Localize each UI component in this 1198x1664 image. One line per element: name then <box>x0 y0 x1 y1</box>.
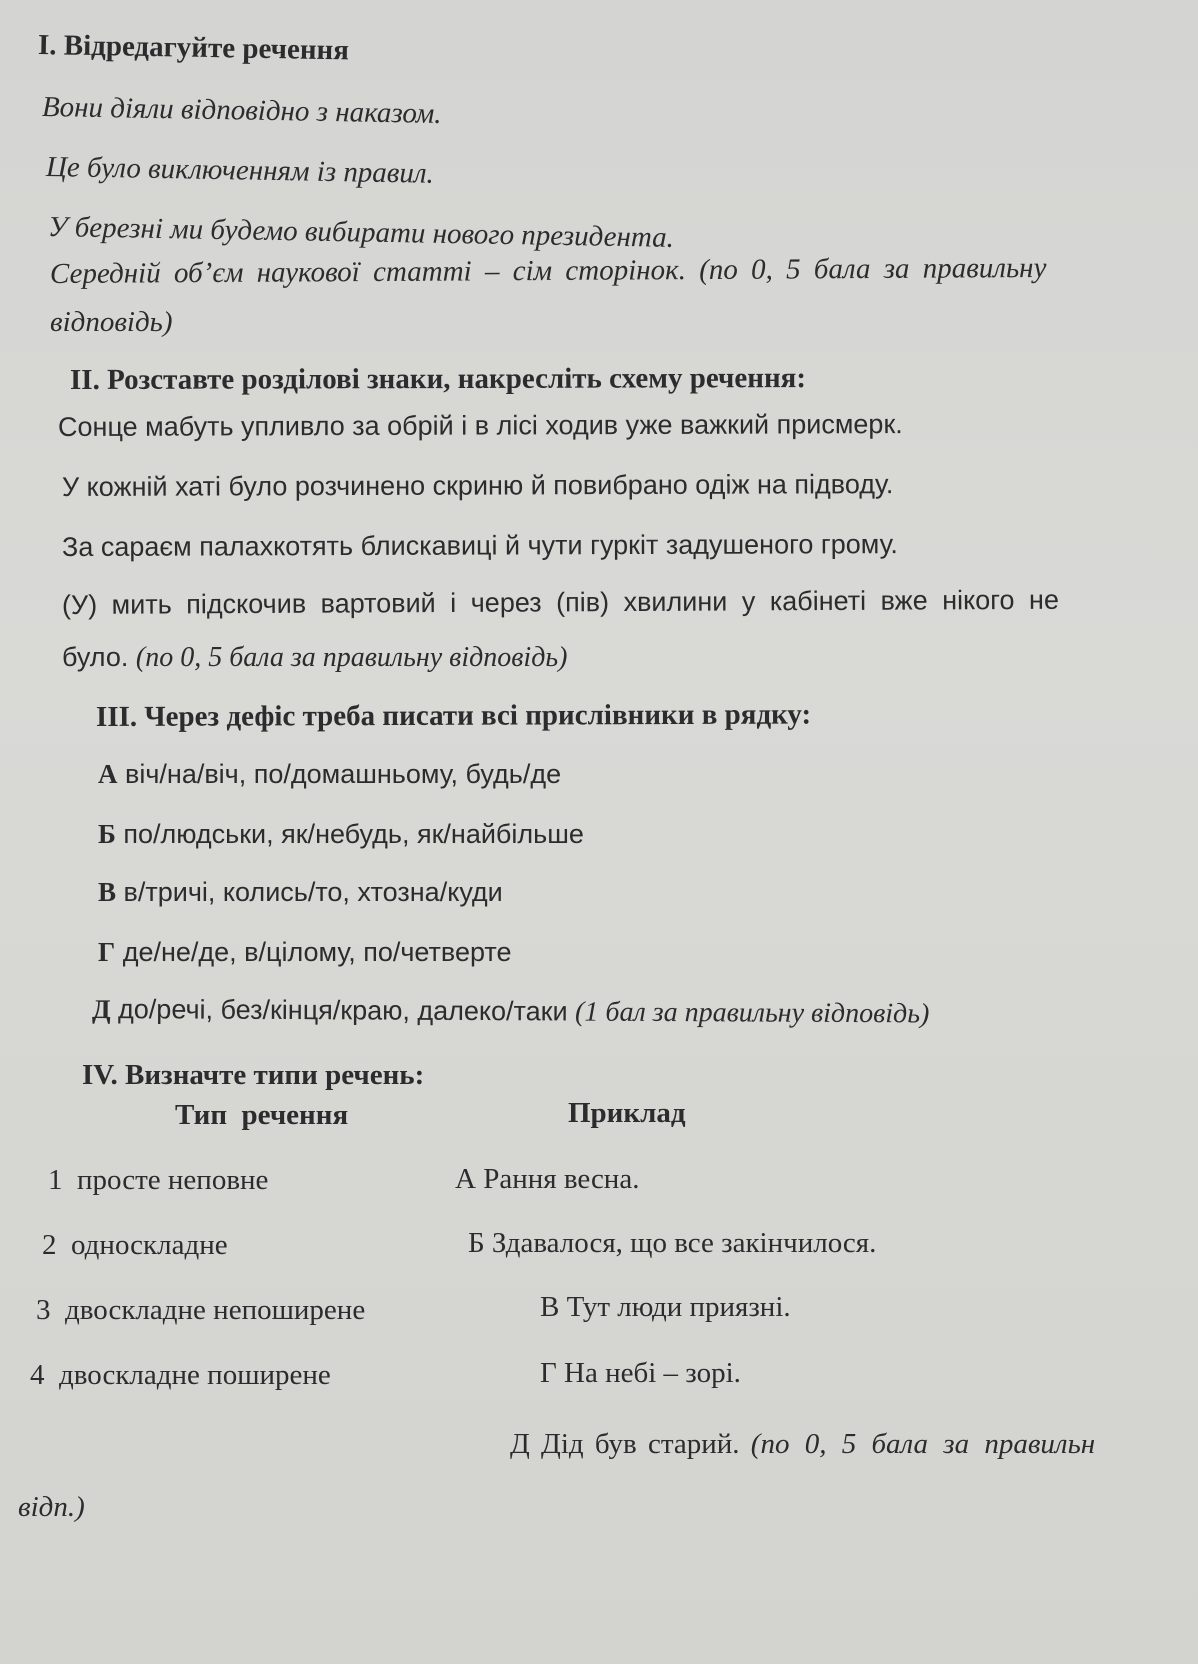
section4-score: (по 0, 5 бала за правильн <box>750 1428 1096 1460</box>
section4-col-type: Тип речення <box>175 1099 349 1131</box>
section1-sentence-3: У березні ми будемо вибирати нового президента. <box>47 211 675 254</box>
section4-score-end: відп.) <box>18 1491 85 1523</box>
section2-sentence-4: (У) мить підскочив вартовий і через (пів) хвилини у кабінеті вже нікого не <box>61 584 1060 620</box>
section1-sentence-1: Вони діяли відповідно з наказом. <box>41 91 442 130</box>
section4-example-d-text: Д Дід був старий. <box>510 1428 740 1460</box>
section3-option-a <box>98 757 561 791</box>
option-text: по/людськи, як/небудь, як/найбільше <box>115 819 584 849</box>
option-letter: Г <box>98 937 116 967</box>
section2-last-line <box>62 640 567 675</box>
option-letter: Д <box>91 994 111 1025</box>
option-letter: В <box>98 877 117 907</box>
section2-score: (по 0, 5 бала за правильну відповідь) <box>135 642 568 673</box>
section4-example-a: А Рання весна. <box>455 1163 640 1195</box>
section2-last-text: було. <box>62 642 129 672</box>
section1-score: відповідь) <box>50 306 173 338</box>
section4-type-2: 2 односкладне <box>42 1229 228 1261</box>
option-text: віч/на/віч, по/домашньому, будь/де <box>117 759 562 789</box>
section3-option-d <box>92 992 929 1031</box>
section2-sentence-3: За сараєм палахкотять блискавиці й чути гуркіт задушеного грому. <box>61 529 898 562</box>
section2-sentence-2: У кожній хаті було розчинено скриню й повибрано одіж на підводу. <box>61 469 894 502</box>
section3-score: (1 бал за правильну відповідь) <box>575 996 930 1030</box>
section4-type-1: 1 просте неповне <box>48 1164 269 1196</box>
option-letter: А <box>98 759 118 789</box>
section4-col-example: Приклад <box>568 1097 686 1129</box>
option-letter: Б <box>98 819 116 849</box>
section1-sentence-2: Це було виключенням із правил. <box>45 151 435 190</box>
section4-type-3: 3 двоскладне непоширене <box>36 1294 366 1326</box>
section4-type-4: 4 двоскладне поширене <box>30 1359 331 1391</box>
section4-example-b: Б Здавалося, що все закінчилося. <box>468 1227 877 1259</box>
option-text: де/не/де, в/цілому, по/четверте <box>115 937 512 967</box>
section1-sentence-4: Середній об’єм наукової статті – сім сторінок. (по 0, 5 бала за правильну <box>49 251 1047 290</box>
section4-example-g: Г На небі – зорі. <box>540 1357 741 1389</box>
section3-option-b <box>98 817 584 851</box>
section4-title: IV. Визначте типи речень: <box>82 1059 425 1091</box>
section2-title: II. Розставте розділові знаки, накресліть схему речення: <box>69 362 807 396</box>
section4-example-d <box>510 1427 1095 1461</box>
section3-title: III. Через дефіс треба писати всі прислівники в рядку: <box>95 698 812 733</box>
section3-option-v <box>98 875 503 909</box>
section3-option-h <box>98 935 511 969</box>
section1-title: I. Відредагуйте речення <box>37 29 350 67</box>
section2-sentence-1: Сонце мабуть упливло за обрій і в лісі ходив уже важкий присмерк. <box>57 409 903 442</box>
section4-example-v: В Тут люди приязні. <box>540 1291 791 1323</box>
option-text: до/речі, без/кінця/краю, далеко/таки <box>110 994 568 1027</box>
option-text: в/тричі, колись/то, хтозна/куди <box>116 877 503 907</box>
